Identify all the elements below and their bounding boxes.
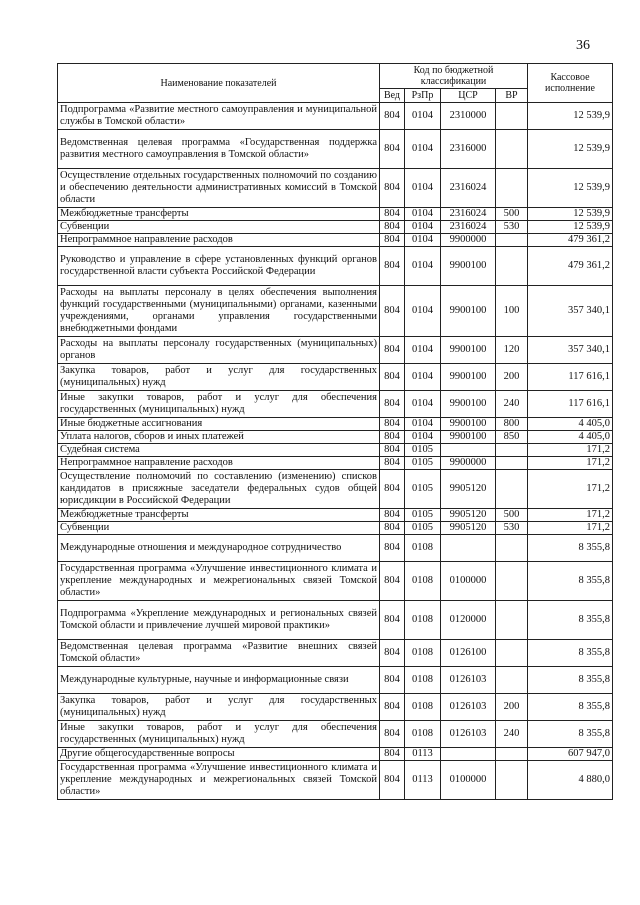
- row-csr: 2316024: [441, 221, 496, 234]
- row-vr: [496, 601, 528, 640]
- row-rzpr: 0105: [405, 522, 441, 535]
- row-vr: [496, 169, 528, 208]
- row-vr: [496, 130, 528, 169]
- row-rzpr: 0104: [405, 431, 441, 444]
- row-name: Уплата налогов, сборов и иных платежей: [58, 431, 380, 444]
- row-rzpr: 0108: [405, 694, 441, 721]
- row-name: Международные культурные, научные и информационные связи: [58, 667, 380, 694]
- row-rzpr: 0104: [405, 221, 441, 234]
- row-rzpr: 0104: [405, 208, 441, 221]
- row-vr: [496, 247, 528, 286]
- row-name: Субвенции: [58, 522, 380, 535]
- table-row: [58, 444, 613, 457]
- row-ved: 804: [380, 234, 405, 247]
- row-csr: 0126103: [441, 694, 496, 721]
- row-ved: 804: [380, 418, 405, 431]
- table-row: [58, 221, 613, 234]
- header-ved: Вед: [380, 89, 405, 103]
- row-rzpr: 0113: [405, 761, 441, 800]
- row-csr: 9905120: [441, 522, 496, 535]
- row-rzpr: 0105: [405, 470, 441, 509]
- table-row: [58, 130, 613, 169]
- row-csr: 0100000: [441, 761, 496, 800]
- row-csr: 0126100: [441, 640, 496, 667]
- header-budget-code: Код по бюджетной классификации: [380, 64, 528, 89]
- row-name: Непрограммное направление расходов: [58, 457, 380, 470]
- row-name: Осуществление полномочий по составлению (изменению) списков кандидатов в присяжные заседатели федеральных судов общей юрисдикции в Российской Федерации: [58, 470, 380, 509]
- row-name: Другие общегосударственные вопросы: [58, 748, 380, 761]
- row-sum: 12 539,9: [528, 221, 613, 234]
- row-name: Межбюджетные трансферты: [58, 509, 380, 522]
- row-name: Расходы на выплаты персоналу в целях обеспечения выполнения функций государственными (муниципальными) органами, казенными учреждениями, органами управления государственными внебюджетными фондами: [58, 286, 380, 337]
- row-csr: 0126103: [441, 667, 496, 694]
- row-sum: 4 405,0: [528, 418, 613, 431]
- table-row: [58, 761, 613, 800]
- table-row: [58, 667, 613, 694]
- row-name: Межбюджетные трансферты: [58, 208, 380, 221]
- row-sum: 117 616,1: [528, 364, 613, 391]
- row-ved: 804: [380, 522, 405, 535]
- table-row: [58, 509, 613, 522]
- row-name: Руководство и управление в сфере установленных функций органов государственной власти субъекта Российской Федерации: [58, 247, 380, 286]
- row-vr: [496, 761, 528, 800]
- row-csr: 0126103: [441, 721, 496, 748]
- row-vr: 500: [496, 509, 528, 522]
- row-ved: 804: [380, 457, 405, 470]
- row-vr: 530: [496, 522, 528, 535]
- row-ved: 804: [380, 562, 405, 601]
- header-cash: Кассовое исполнение: [528, 64, 613, 103]
- row-ved: 804: [380, 337, 405, 364]
- row-csr: 2316024: [441, 208, 496, 221]
- row-ved: 804: [380, 535, 405, 562]
- row-rzpr: 0113: [405, 748, 441, 761]
- row-ved: 804: [380, 169, 405, 208]
- row-vr: 800: [496, 418, 528, 431]
- row-vr: 500: [496, 208, 528, 221]
- row-ved: 804: [380, 694, 405, 721]
- row-ved: 804: [380, 761, 405, 800]
- table-row: [58, 535, 613, 562]
- row-name: Субвенции: [58, 221, 380, 234]
- row-csr: 9900100: [441, 337, 496, 364]
- row-ved: 804: [380, 444, 405, 457]
- row-name: Подпрограмма «Укрепление международных и региональных связей Томской области и привлечение лучшей мировой практики»: [58, 601, 380, 640]
- row-sum: 8 355,8: [528, 721, 613, 748]
- row-sum: 8 355,8: [528, 562, 613, 601]
- row-csr: 0100000: [441, 562, 496, 601]
- row-csr: 9900100: [441, 247, 496, 286]
- row-csr: 2316000: [441, 130, 496, 169]
- row-csr: 2316024: [441, 169, 496, 208]
- row-ved: 804: [380, 364, 405, 391]
- row-sum: 12 539,9: [528, 169, 613, 208]
- budget-table: [57, 63, 613, 800]
- row-vr: [496, 562, 528, 601]
- row-vr: 240: [496, 721, 528, 748]
- row-name: Иные закупки товаров, работ и услуг для обеспечения государственных (муниципальных) нужд: [58, 391, 380, 418]
- header-csr: ЦСР: [441, 89, 496, 103]
- row-vr: [496, 103, 528, 130]
- row-vr: 200: [496, 364, 528, 391]
- row-ved: 804: [380, 601, 405, 640]
- row-sum: 8 355,8: [528, 535, 613, 562]
- row-sum: 4 405,0: [528, 431, 613, 444]
- row-rzpr: 0104: [405, 234, 441, 247]
- row-ved: 804: [380, 130, 405, 169]
- row-sum: 171,2: [528, 522, 613, 535]
- row-name: Государственная программа «Улучшение инвестиционного климата и укрепление международных и межрегиональных связей Томской области»: [58, 562, 380, 601]
- row-rzpr: 0105: [405, 457, 441, 470]
- row-ved: 804: [380, 470, 405, 509]
- row-vr: [496, 444, 528, 457]
- row-csr: [441, 444, 496, 457]
- row-sum: 4 880,0: [528, 761, 613, 800]
- row-rzpr: 0108: [405, 562, 441, 601]
- row-sum: 8 355,8: [528, 667, 613, 694]
- row-sum: 8 355,8: [528, 694, 613, 721]
- row-ved: 804: [380, 391, 405, 418]
- row-vr: 200: [496, 694, 528, 721]
- row-ved: 804: [380, 748, 405, 761]
- row-rzpr: 0105: [405, 509, 441, 522]
- row-name: Ведомственная целевая программа «Государственная поддержка развития местного самоуправления в Томской области»: [58, 130, 380, 169]
- row-rzpr: 0104: [405, 103, 441, 130]
- row-csr: [441, 748, 496, 761]
- row-ved: 804: [380, 103, 405, 130]
- row-csr: 9900000: [441, 234, 496, 247]
- row-csr: 9900100: [441, 391, 496, 418]
- row-csr: 9905120: [441, 509, 496, 522]
- row-vr: [496, 667, 528, 694]
- row-sum: 171,2: [528, 470, 613, 509]
- row-vr: [496, 234, 528, 247]
- row-vr: 120: [496, 337, 528, 364]
- row-sum: 607 947,0: [528, 748, 613, 761]
- row-ved: 804: [380, 431, 405, 444]
- header-rzpr: РзПр: [405, 89, 441, 103]
- row-sum: 357 340,1: [528, 337, 613, 364]
- table-row: [58, 601, 613, 640]
- row-name: Ведомственная целевая программа «Развитие внешних связей Томской области»: [58, 640, 380, 667]
- table-row: [58, 562, 613, 601]
- table-row: [58, 748, 613, 761]
- row-name: Осуществление отдельных государственных полномочий по созданию и обеспечению деятельности административных комиссий в Томской области: [58, 169, 380, 208]
- row-ved: 804: [380, 667, 405, 694]
- row-vr: [496, 535, 528, 562]
- row-sum: 12 539,9: [528, 130, 613, 169]
- row-sum: 171,2: [528, 444, 613, 457]
- row-ved: 804: [380, 509, 405, 522]
- table-body: [58, 103, 613, 800]
- table-row: [58, 431, 613, 444]
- table-row: [58, 103, 613, 130]
- row-name: Подпрограмма «Развитие местного самоуправления и муниципальной службы в Томской области»: [58, 103, 380, 130]
- table-row: [58, 457, 613, 470]
- row-sum: 8 355,8: [528, 640, 613, 667]
- row-csr: 9900100: [441, 364, 496, 391]
- row-csr: 9905120: [441, 470, 496, 509]
- table-row: [58, 418, 613, 431]
- table-row: [58, 694, 613, 721]
- row-sum: 117 616,1: [528, 391, 613, 418]
- row-csr: 0120000: [441, 601, 496, 640]
- row-name: Судебная система: [58, 444, 380, 457]
- row-name: Иные бюджетные ассигнования: [58, 418, 380, 431]
- row-rzpr: 0108: [405, 601, 441, 640]
- row-name: Государственная программа «Улучшение инвестиционного климата и укрепление международных и межрегиональных связей Томской области»: [58, 761, 380, 800]
- table-row: [58, 522, 613, 535]
- row-name: Расходы на выплаты персоналу государственных (муниципальных) органов: [58, 337, 380, 364]
- row-ved: 804: [380, 247, 405, 286]
- row-sum: 479 361,2: [528, 234, 613, 247]
- row-name: Иные закупки товаров, работ и услуг для обеспечения государственных (муниципальных) нужд: [58, 721, 380, 748]
- row-vr: [496, 640, 528, 667]
- table-row: [58, 721, 613, 748]
- row-vr: [496, 470, 528, 509]
- row-vr: 850: [496, 431, 528, 444]
- row-sum: 171,2: [528, 509, 613, 522]
- table-row: [58, 364, 613, 391]
- table-row: [58, 247, 613, 286]
- table-row: [58, 286, 613, 337]
- row-sum: 12 539,9: [528, 103, 613, 130]
- row-rzpr: 0104: [405, 169, 441, 208]
- table-row: [58, 208, 613, 221]
- table-row: [58, 234, 613, 247]
- row-csr: 9900000: [441, 457, 496, 470]
- row-sum: 12 539,9: [528, 208, 613, 221]
- row-vr: [496, 748, 528, 761]
- row-rzpr: 0108: [405, 640, 441, 667]
- row-ved: 804: [380, 286, 405, 337]
- table-row: [58, 470, 613, 509]
- row-ved: 804: [380, 208, 405, 221]
- header-vr: ВР: [496, 89, 528, 103]
- table-row: [58, 391, 613, 418]
- row-rzpr: 0104: [405, 364, 441, 391]
- row-rzpr: 0104: [405, 286, 441, 337]
- row-sum: 357 340,1: [528, 286, 613, 337]
- row-name: Непрограммное направление расходов: [58, 234, 380, 247]
- row-ved: 804: [380, 221, 405, 234]
- row-ved: 804: [380, 721, 405, 748]
- row-csr: 2310000: [441, 103, 496, 130]
- row-rzpr: 0105: [405, 444, 441, 457]
- row-vr: 100: [496, 286, 528, 337]
- row-rzpr: 0104: [405, 130, 441, 169]
- table-row: [58, 169, 613, 208]
- row-ved: 804: [380, 640, 405, 667]
- row-name: Международные отношения и международное сотрудничество: [58, 535, 380, 562]
- row-sum: 479 361,2: [528, 247, 613, 286]
- row-vr: 240: [496, 391, 528, 418]
- row-csr: [441, 535, 496, 562]
- row-vr: [496, 457, 528, 470]
- table-row: [58, 337, 613, 364]
- row-csr: 9900100: [441, 418, 496, 431]
- table-row: [58, 640, 613, 667]
- header-name: Наименование показателей: [58, 64, 380, 103]
- row-vr: 530: [496, 221, 528, 234]
- row-rzpr: 0104: [405, 337, 441, 364]
- row-name: Закупка товаров, работ и услуг для государственных (муниципальных) нужд: [58, 694, 380, 721]
- row-rzpr: 0104: [405, 391, 441, 418]
- row-rzpr: 0108: [405, 667, 441, 694]
- row-name: Закупка товаров, работ и услуг для государственных (муниципальных) нужд: [58, 364, 380, 391]
- page-number: 36: [576, 38, 590, 53]
- row-rzpr: 0108: [405, 535, 441, 562]
- row-sum: 171,2: [528, 457, 613, 470]
- row-csr: 9900100: [441, 286, 496, 337]
- row-rzpr: 0104: [405, 247, 441, 286]
- row-rzpr: 0104: [405, 418, 441, 431]
- row-csr: 9900100: [441, 431, 496, 444]
- row-sum: 8 355,8: [528, 601, 613, 640]
- row-rzpr: 0108: [405, 721, 441, 748]
